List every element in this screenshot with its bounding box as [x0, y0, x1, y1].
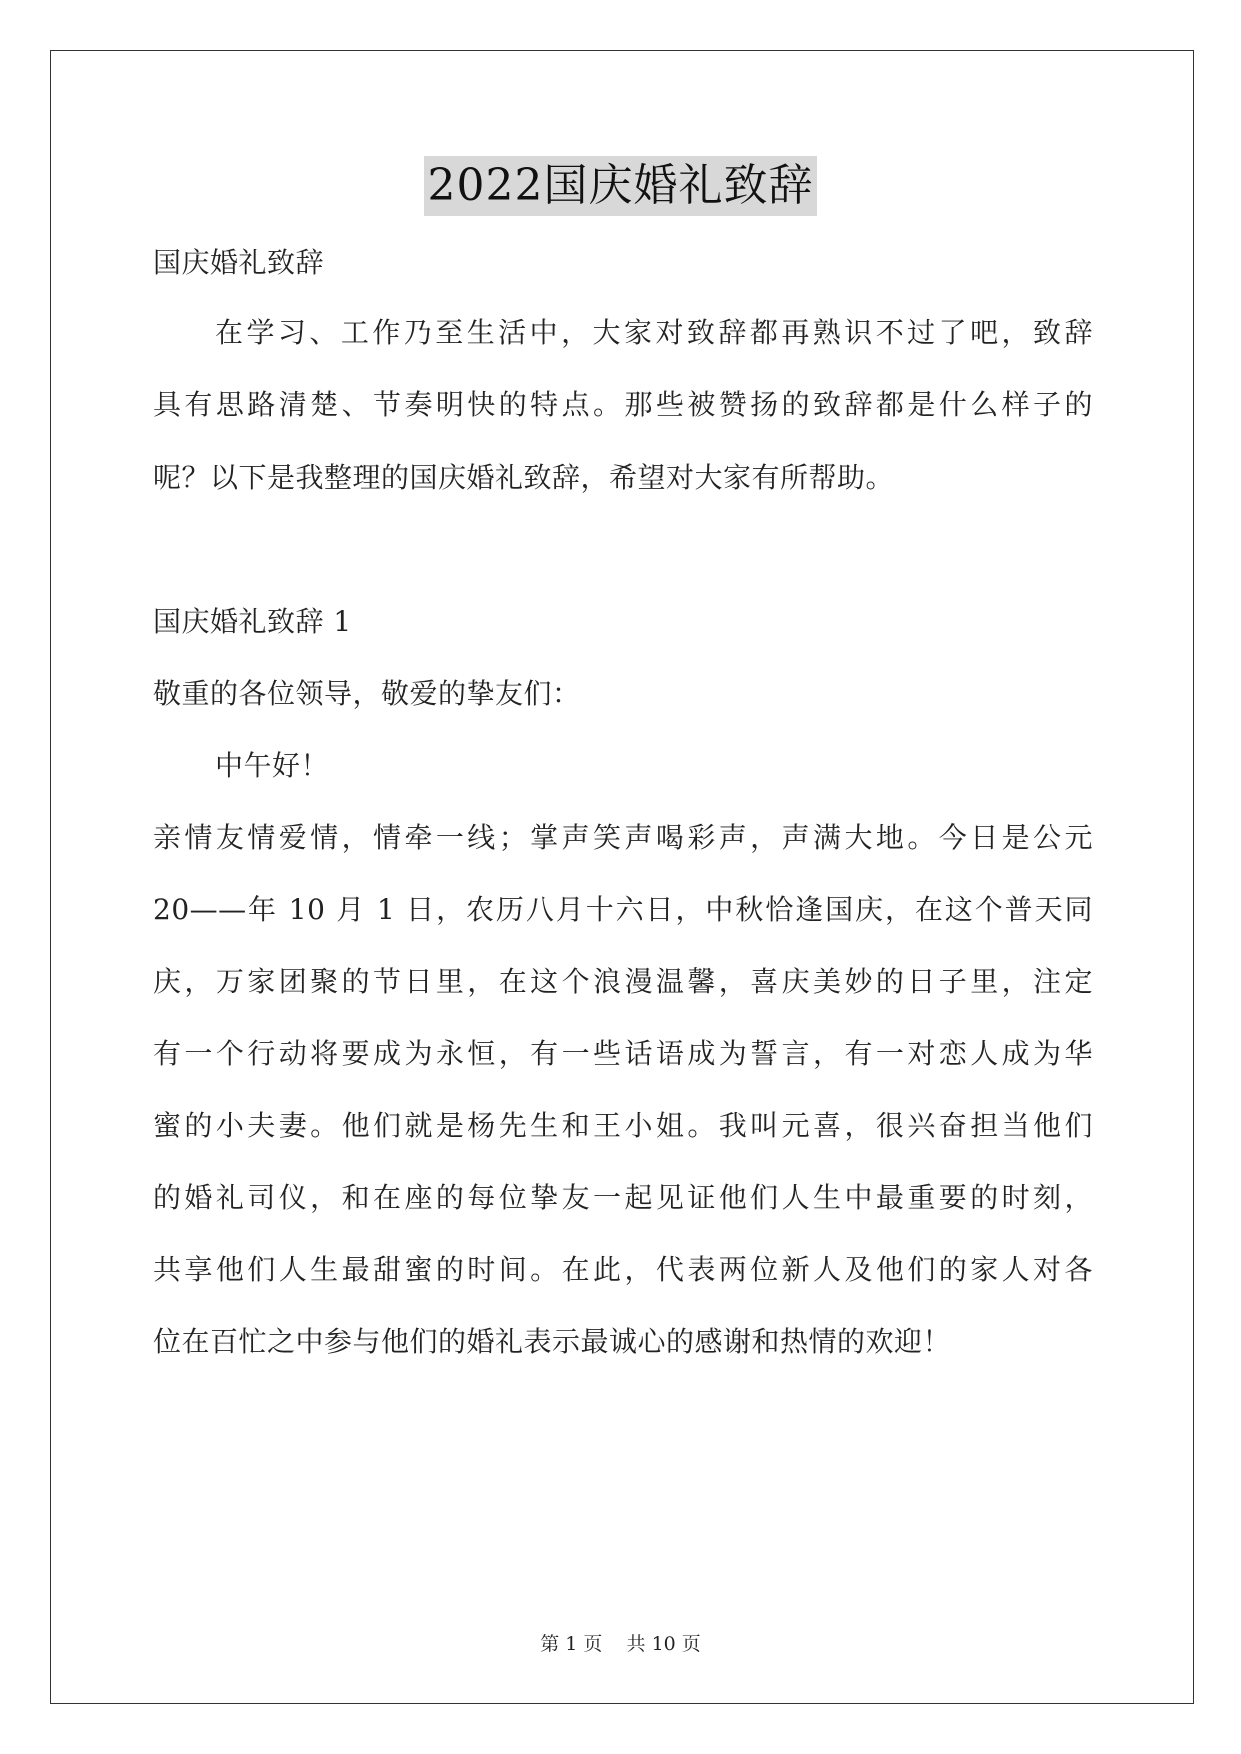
body-line: 共享他们人生最甜蜜的时间。在此，代表两位新人及他们的家人对各	[153, 1253, 1093, 1286]
section-heading: 国庆婚礼致辞 1	[153, 605, 352, 638]
body-line: 的婚礼司仪，和在座的每位挚友一起见证他们人生中最重要的时刻，	[153, 1181, 1093, 1214]
body-line: 有一个行动将要成为永恒，有一些话语成为誓言，有一对恋人成为华	[153, 1037, 1093, 1070]
page-border	[50, 50, 1194, 1704]
salutation: 敬重的各位领导，敬爱的挚友们：	[153, 677, 581, 710]
body-line: 20——年 10 月 1 日，农历八月十六日，中秋恰逢国庆，在这个普天同	[153, 893, 1093, 926]
intro-line: 具有思路清楚、节奏明快的特点。那些被赞扬的致辞都是什么样子的	[153, 388, 1093, 421]
document-title: 2022国庆婚礼致辞	[424, 156, 818, 216]
page-total: 共 10 页	[626, 1633, 701, 1655]
body-line: 亲情友情爱情，情牵一线；掌声笑声喝彩声，声满大地。今日是公元	[153, 821, 1093, 854]
page-number: 第 1 页	[540, 1633, 603, 1655]
intro-line: 呢？以下是我整理的国庆婚礼致辞，希望对大家有所帮助。	[153, 461, 895, 494]
body-line: 庆，万家团聚的节日里，在这个浪漫温馨，喜庆美妙的日子里，注定	[153, 965, 1093, 998]
subtitle: 国庆婚礼致辞	[153, 246, 325, 279]
page-footer	[0, 1632, 1241, 1656]
body-line: 位在百忙之中参与他们的婚礼表示最诚心的感谢和热情的欢迎！	[153, 1325, 952, 1358]
title-container	[0, 156, 1241, 216]
greeting: 中午好！	[215, 749, 330, 782]
intro-line: 在学习、工作乃至生活中，大家对致辞都再熟识不过了吧，致辞	[215, 316, 1093, 349]
body-line: 蜜的小夫妻。他们就是杨先生和王小姐。我叫元喜，很兴奋担当他们	[153, 1109, 1093, 1142]
